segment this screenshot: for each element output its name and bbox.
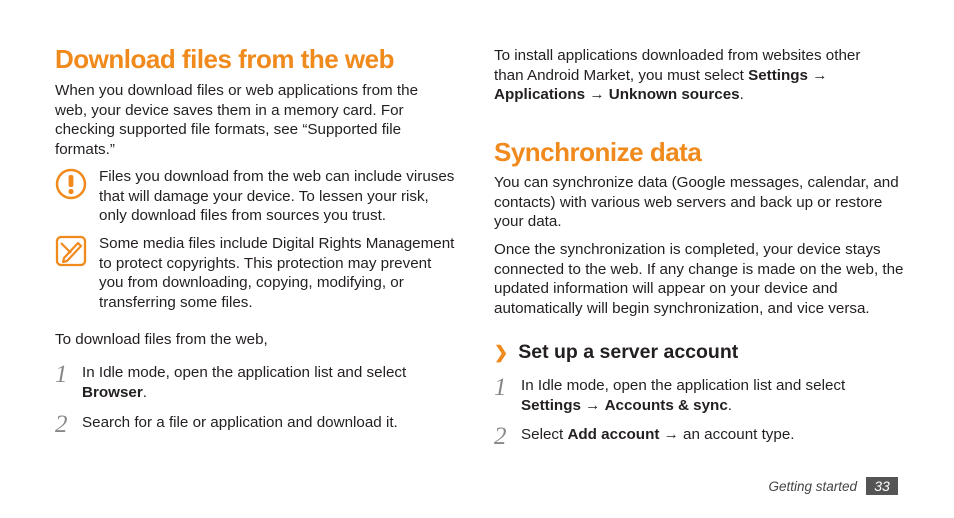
step-text: Search for a file or application and download it. [82, 414, 398, 431]
step-number: 1 [55, 361, 68, 388]
note-text: Some media files include Digital Rights Management to protect copyrights. This protection may prevent you from downloading, copying, modifying, or transferring some files. [99, 235, 455, 311]
step-number: 2 [494, 423, 507, 450]
step-text: Select Add account → an account type. [521, 426, 795, 443]
chevron-right-icon: ❯ [494, 342, 509, 362]
server-account-heading [494, 341, 738, 364]
warning-notice [55, 167, 455, 226]
page-number: 33 [866, 477, 898, 495]
step-number: 1 [494, 374, 507, 401]
download-lead: To download files from the web, [55, 331, 268, 348]
step-text: In Idle mode, open the application list and select Browser. [82, 364, 407, 401]
note-icon [55, 234, 89, 268]
download-title: Download files from the web [55, 44, 394, 74]
download-step-1 [55, 363, 427, 402]
sync-step-1 [494, 376, 871, 415]
browser-label: Browser [82, 383, 143, 401]
warning-text: Files you download from the web can include viruses that will damage your device. To lessen your risk, only download files from sources you trust. [99, 168, 455, 225]
sync-title: Synchronize data [494, 137, 702, 167]
sync-para-2: Once the synchronization is completed, your device stays connected to the web. If any change is made on the web, the updated information will appear on your device and automatically will begin synchronization, and vice versa. [494, 241, 904, 317]
server-account-heading-text: Set up a server account [518, 341, 739, 363]
step-number: 2 [55, 411, 68, 438]
step-text: In Idle mode, open the application list and select Settings → Accounts & sync. [521, 377, 846, 414]
sync-step-2 [494, 425, 795, 449]
sync-para-1: You can synchronize data (Google messages, calendar, and contacts) with various web servers and back up or restore your data. [494, 174, 899, 231]
install-instructions: To install applications downloaded from websites other than Android Market, you must select Settings → Applications → Unknown sources. [494, 47, 861, 104]
warning-icon [55, 167, 89, 201]
page-footer [768, 477, 898, 495]
download-step-2 [55, 413, 398, 437]
drm-note [55, 234, 455, 312]
section-label: Getting started [768, 478, 857, 494]
download-intro: When you download files or web applications from the web, your device saves them in a memory card. For checking supported file formats, see “Supported file formats.” [55, 82, 419, 158]
